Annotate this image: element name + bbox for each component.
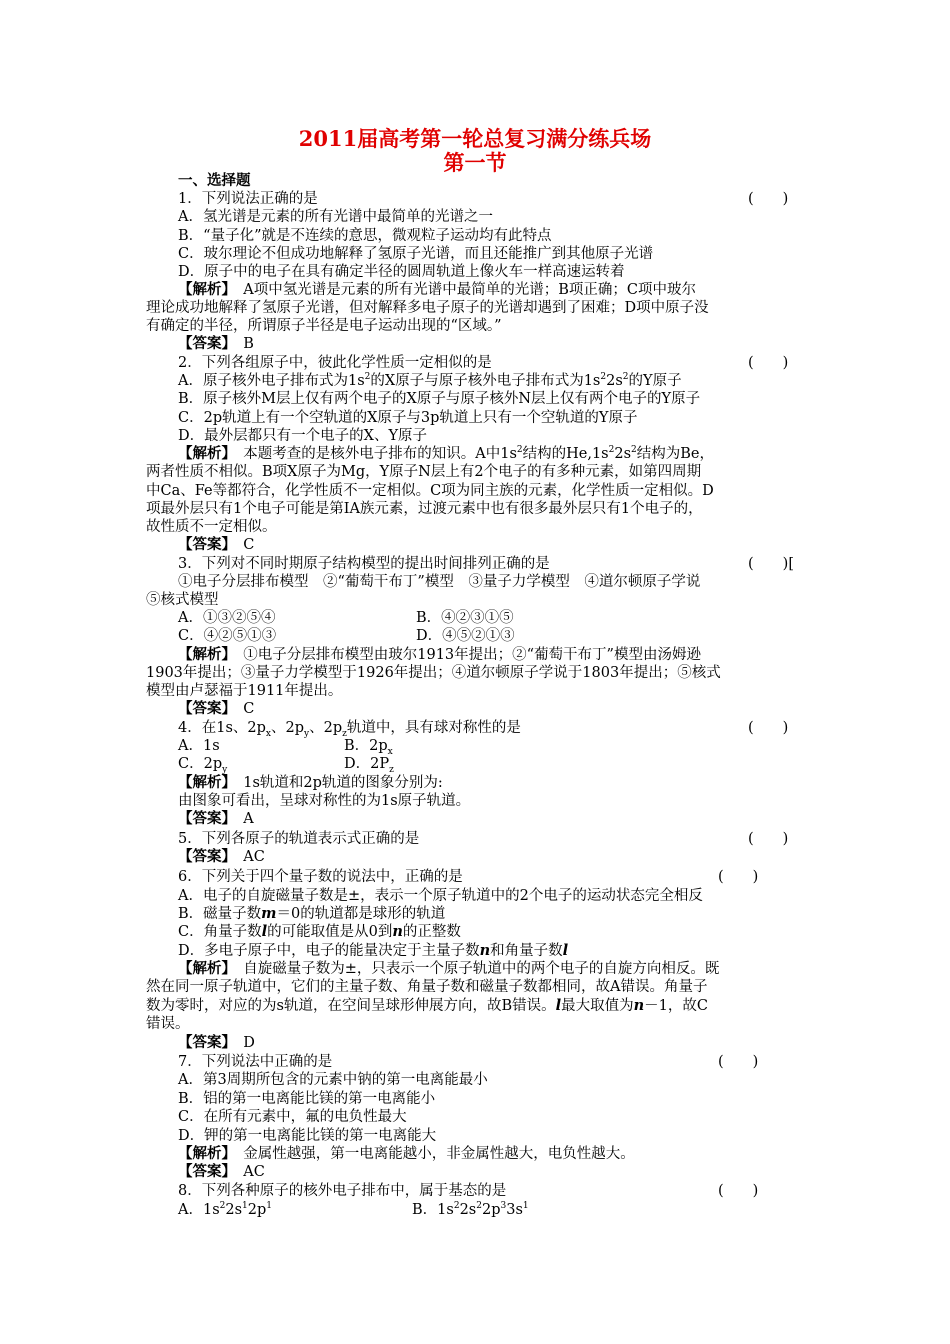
q6-option-c-text: 的正整数 — [402, 924, 461, 940]
q3-items-2: ⑤核式模型 — [146, 592, 219, 608]
q6-answer: D — [228, 1035, 255, 1051]
superscript: 2 — [622, 372, 629, 383]
q2-analysis-line-2: 两者性质不相似。B项X原子为Mg，Y原子N层上有2个电子的有多种元素，如第四周期 — [146, 464, 702, 480]
section-heading: 一、选择题 — [178, 172, 251, 189]
q6-analysis-text: －1，故C — [644, 998, 708, 1014]
q2-option-a — [178, 372, 682, 390]
q3-option-a: A．①③②⑤④ — [178, 610, 276, 626]
q7-option-b: B．铝的第一电离能比镁的第一电离能小 — [178, 1091, 436, 1107]
q8-option-b — [412, 1201, 529, 1219]
q6-analysis-line-4: 错误。 — [146, 1016, 190, 1032]
superscript: 2 — [608, 445, 615, 456]
q2-analysis-line — [178, 445, 714, 463]
superscript: 2 — [516, 445, 523, 456]
subscript: z — [389, 764, 394, 775]
q6-option-b-text: ＝0的轨道都是球形的轨道 — [276, 906, 446, 922]
q1-option-a: A．氢光谱是元素的所有光谱中最简单的光谱之一 — [178, 209, 493, 225]
subscript: x — [387, 746, 393, 757]
q2-analysis-text: 2s — [614, 446, 632, 462]
q6-analysis-line-3 — [146, 997, 708, 1015]
q2-analysis-line-5: 故性质不一定相似。 — [146, 519, 277, 535]
q2-analysis-text: 结构的He,1s — [522, 446, 609, 462]
subscript: y — [304, 728, 310, 739]
subscript: x — [265, 728, 271, 739]
q3-stem: 3．下列对不同时期原子结构模型的提出时间排列正确的是 — [178, 556, 550, 572]
q2-analysis-text: 本题考查的是核外电子排布的知识。A中1s — [228, 446, 517, 462]
q8-option-a-text: 2p — [247, 1202, 267, 1218]
q6-analysis-text: 最大取值为 — [561, 998, 634, 1014]
superscript: 1 — [266, 1201, 273, 1212]
q3-answer: C — [228, 701, 255, 717]
q4-analysis-text: 1s轨道和2p轨道的图象分别为: — [228, 775, 443, 791]
q1-analysis-text: A项中氢光谱是元素的所有光谱中最简单的光谱；B项正确；C项中玻尔 — [228, 282, 696, 298]
q4-option-b — [344, 737, 393, 755]
document-subtitle: 第一节 — [443, 150, 507, 175]
answer-label: 【答案】 — [178, 848, 229, 865]
q4-option-d-text: D．2P — [344, 756, 390, 772]
q1-option-d: D．原子中的电子在具有确定半径的圆周轨道上像火车一样高速运转着 — [178, 264, 625, 280]
document-title: 2011届高考第一轮总复习满分练兵场 — [298, 126, 652, 151]
superscript: 2 — [219, 1201, 226, 1212]
subscript: y — [222, 764, 228, 775]
q4-stem-text: 、2p — [270, 720, 304, 736]
q3-answer-blank: ( )[ — [748, 556, 794, 572]
subscript: z — [342, 728, 347, 739]
q2-stem: 2．下列各组原子中，彼此化学性质一定相似的是 — [178, 355, 492, 371]
q2-option-a-text: 的Y原子 — [628, 373, 682, 389]
answer-label: 【答案】 — [178, 1163, 229, 1180]
q3-answer-line — [178, 700, 254, 718]
q2-option-a-text: A．原子核外电子排布式为1s — [178, 373, 365, 389]
q4-stem-text: 4．在1s、2p — [178, 720, 266, 736]
q6-option-b — [178, 905, 445, 923]
q4-analysis-line-2: 由图象可看出，呈球对称性的为1s原子轨道。 — [178, 793, 471, 809]
q7-analysis-line — [178, 1145, 635, 1163]
q4-option-b-text: B．2p — [344, 738, 388, 754]
answer-label: 【答案】 — [178, 536, 229, 553]
superscript: 2 — [600, 372, 607, 383]
q5-stem: 5．下列各原子的轨道表示式正确的是 — [178, 831, 420, 847]
q1-answer-line — [178, 335, 254, 353]
q5-answer-blank: ( ) — [748, 831, 789, 847]
analysis-label: 【解析】 — [178, 774, 229, 791]
q4-answer-blank: ( ) — [748, 720, 789, 736]
q7-option-c: C．在所有元素中，氟的电负性最大 — [178, 1109, 407, 1125]
superscript: 2 — [364, 372, 371, 383]
q6-option-b-text: B．磁量子数 — [178, 906, 262, 922]
q5-answer-line — [178, 848, 265, 866]
math-symbol: n — [392, 923, 403, 940]
q1-stem: 1．下列说法正确的是 — [178, 191, 318, 207]
q3-option-b: B．④②③①⑤ — [416, 610, 514, 626]
q7-answer-line — [178, 1163, 265, 1181]
q8-stem: 8．下列各种原子的核外电子排布中，属于基态的是 — [178, 1183, 507, 1199]
q4-option-d — [344, 755, 394, 773]
q4-stem-text: 轨道中，具有球对称性的是 — [346, 720, 521, 736]
superscript: 1 — [522, 1201, 529, 1212]
q3-items: ①电子分层排布模型 ②“葡萄干布丁”模型 ③量子力学模型 ④道尔顿原子学说 — [178, 574, 701, 590]
q7-option-a: A．第3周期所包含的元素中钠的第一电离能最小 — [178, 1072, 488, 1088]
q6-analysis-line-2: 然在同一原子轨道中，它们的主量子数、角量子数和磁量子数都相同，故A错误。角量子 — [146, 979, 708, 995]
q3-analysis-line — [178, 646, 701, 664]
q8-answer-blank: ( ) — [718, 1183, 759, 1199]
q3-analysis-line-2: 1903年提出；③量子力学模型于1926年提出；④道尔顿原子学说于1803年提出；⑤核式 — [146, 665, 721, 681]
q6-option-d — [178, 942, 568, 960]
q6-option-c-text: 的可能取值是从0到 — [267, 924, 393, 940]
superscript: 2 — [453, 1201, 460, 1212]
q5-answer: AC — [228, 849, 265, 865]
q2-answer: C — [228, 537, 255, 553]
q6-analysis-text: 数为零时，对应的为s轨道，在空间呈球形伸展方向，故B错误。 — [146, 998, 556, 1014]
math-symbol: n — [479, 942, 491, 959]
q6-option-c-text: C．角量子数 — [178, 924, 262, 940]
q1-option-c: C．玻尔理论不但成功地解释了氢原子光谱，而且还能推广到其他原子光谱 — [178, 246, 654, 262]
q3-analysis-text: ①电子分层排布模型由玻尔1913年提出；②“葡萄干布丁”模型由汤姆逊 — [228, 647, 701, 663]
q2-answer-blank: ( ) — [748, 355, 789, 371]
q6-stem: 6．下列关于四个量子数的说法中，正确的是 — [178, 869, 463, 885]
q7-option-d: D．钾的第一电离能比镁的第一电离能大 — [178, 1128, 437, 1144]
q3-option-d: D．④⑤②①③ — [416, 628, 515, 644]
q7-analysis-text: 金属性越强，第一电离能越小，非金属性越大，电负性越大。 — [228, 1146, 635, 1162]
math-symbol: l — [555, 997, 562, 1014]
q6-answer-blank: ( ) — [718, 869, 759, 885]
q8-option-b-text: 2s — [459, 1202, 477, 1218]
q2-option-a-text: 的X原子与原子核外电子排布式为1s — [370, 373, 601, 389]
q8-option-a — [178, 1201, 272, 1219]
q1-analysis-line-3: 有确定的半径，所谓原子半径是电子运动出现的“区域。” — [146, 318, 502, 334]
q3-analysis-line-3: 模型由卢瑟福于1911年提出。 — [146, 683, 343, 699]
q6-answer-line — [178, 1034, 255, 1052]
analysis-label: 【解析】 — [178, 445, 229, 462]
q8-option-a-text: 2s — [225, 1202, 243, 1218]
math-symbol: l — [261, 923, 268, 940]
q4-stem-text: 、2p — [309, 720, 343, 736]
analysis-label: 【解析】 — [178, 960, 229, 977]
q7-answer: AC — [228, 1164, 265, 1180]
q4-answer: A — [228, 811, 254, 827]
q6-option-d-text: D．多电子原子中，电子的能量决定于主量子数 — [178, 943, 480, 959]
q1-option-b: B．“量子化”就是不连续的意思，微观粒子运动均有此特点 — [178, 228, 552, 244]
q2-analysis-line-4: 项最外层只有1个电子可能是第ⅠA族元素，过渡元素中也有很多最外层只有1个电子的， — [146, 501, 703, 517]
q7-stem: 7．下列说法中正确的是 — [178, 1054, 333, 1070]
q8-option-a-text: A．1s — [178, 1202, 220, 1218]
superscript: 2 — [631, 445, 637, 456]
superscript: 3 — [500, 1201, 507, 1212]
q8-option-b-text: 2p — [481, 1202, 501, 1218]
q6-option-c — [178, 923, 461, 941]
analysis-label: 【解析】 — [178, 281, 229, 298]
analysis-label: 【解析】 — [178, 1145, 229, 1162]
answer-label: 【答案】 — [178, 700, 229, 717]
q8-option-b-text: B．1s — [412, 1202, 454, 1218]
q4-stem — [178, 719, 521, 737]
q6-option-d-text: 和角量子数 — [490, 943, 563, 959]
analysis-label: 【解析】 — [178, 646, 229, 663]
math-symbol: l — [562, 942, 569, 959]
q2-option-d: D．最外层都只有一个电子的X、Y原子 — [178, 428, 428, 444]
q2-analysis-line-3: 中Ca、Fe等都符合，化学性质不一定相似。C项为同主族的元素，化学性质一定相似。D — [146, 483, 714, 499]
q4-option-c-text: C．2p — [178, 756, 223, 772]
q6-analysis-text: 自旋磁量子数为±，只表示一个原子轨道中的两个电子的自旋方向相反。既 — [228, 961, 720, 977]
q4-analysis-line — [178, 774, 443, 792]
superscript: 2 — [476, 1201, 482, 1212]
math-symbol: n — [633, 997, 645, 1014]
q2-analysis-text: 结构为Be， — [636, 446, 715, 462]
q4-option-a: A．1s — [178, 738, 220, 754]
q3-option-c: C．④②⑤①③ — [178, 628, 277, 644]
q1-analysis-line-2: 理论成功地解释了氢原子光谱，但对解释多电子原子的光谱却遇到了困难；D项中原子没 — [146, 300, 709, 316]
q8-option-b-text: 3s — [506, 1202, 523, 1218]
q1-answer: B — [228, 336, 254, 352]
answer-label: 【答案】 — [178, 1034, 229, 1051]
q2-option-c: C．2p轨道上有一个空轨道的X原子与3p轨道上只有一个空轨道的Y原子 — [178, 410, 638, 426]
q2-answer-line — [178, 536, 254, 554]
q4-option-c — [178, 755, 227, 773]
q6-option-a: A．电子的自旋磁量子数是±，表示一个原子轨道中的2个电子的运动状态完全相反 — [178, 888, 703, 904]
q6-analysis-line — [178, 960, 719, 978]
q2-option-a-text: 2s — [606, 373, 623, 389]
answer-label: 【答案】 — [178, 335, 229, 352]
q7-answer-blank: ( ) — [718, 1054, 759, 1070]
superscript: 1 — [242, 1201, 248, 1212]
q1-answer-blank: ( ) — [748, 191, 789, 207]
math-symbol: m — [261, 905, 277, 922]
q4-answer-line — [178, 810, 254, 828]
q1-analysis-line — [178, 281, 696, 299]
answer-label: 【答案】 — [178, 810, 229, 827]
q2-option-b: B．原子核外M层上仅有两个电子的X原子与原子核外N层上仅有两个电子的Y原子 — [178, 391, 701, 407]
